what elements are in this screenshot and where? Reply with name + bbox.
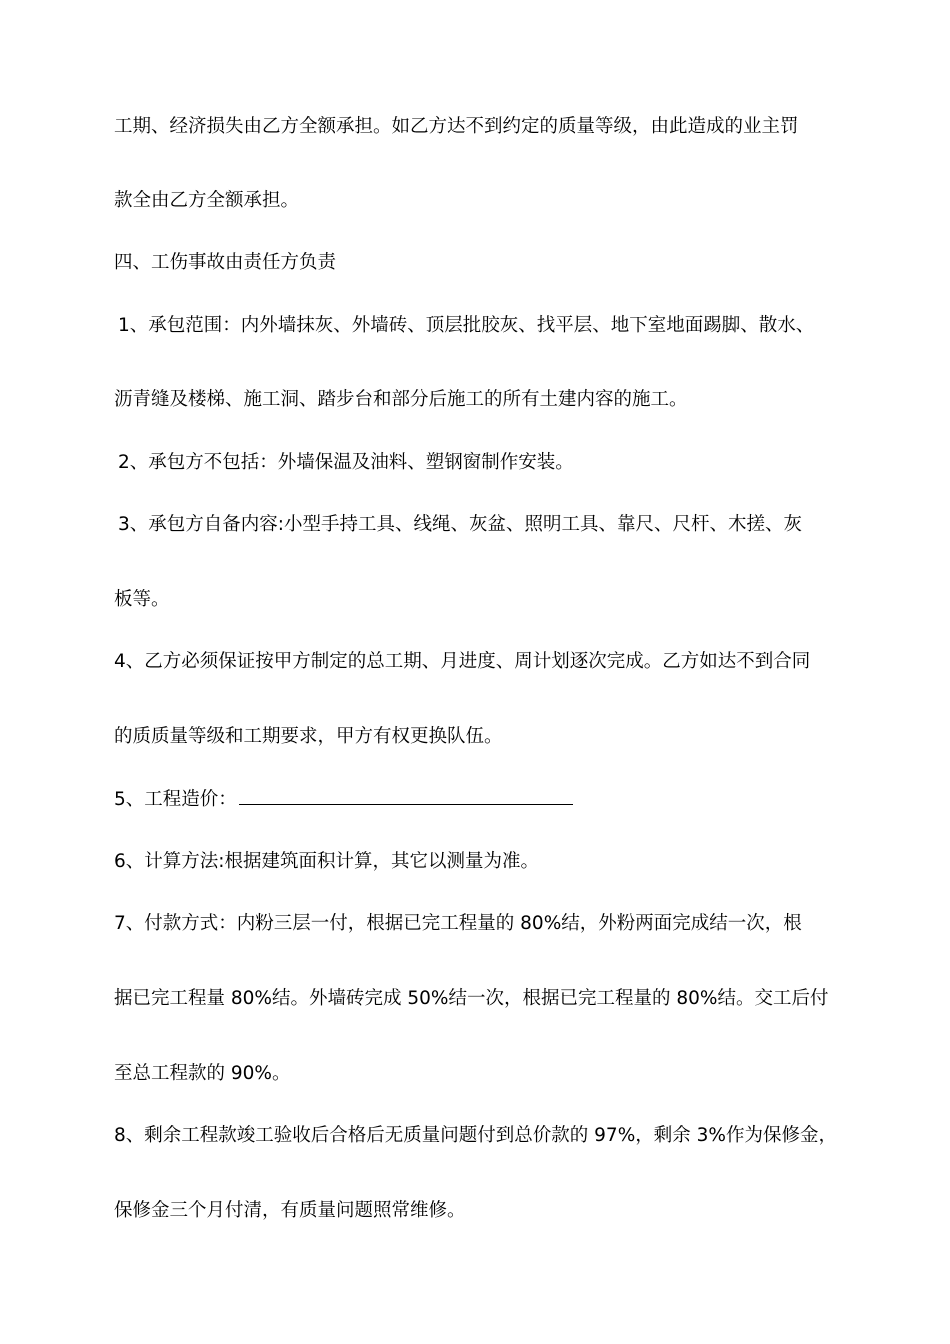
- price-line: [114, 786, 573, 813]
- paragraph-line: 板等。: [114, 589, 170, 610]
- paragraph-line: 1、承包范围：内外墙抹灰、外墙砖、顶层批胶灰、找平层、地下室地面踢脚、散水、: [118, 315, 815, 336]
- price-blank-underline: [239, 786, 573, 805]
- paragraph-line: 4、乙方必须保证按甲方制定的总工期、月进度、周计划逐次完成。乙方如达不到合同: [114, 651, 811, 672]
- paragraph-line: 工期、经济损失由乙方全额承担。如乙方达不到约定的质量等级，由此造成的业主罚: [114, 116, 799, 137]
- paragraph-line: 款全由乙方全额承担。: [114, 190, 300, 211]
- paragraph-line: 6、计算方法:根据建筑面积计算，其它以测量为准。: [114, 851, 540, 872]
- paragraph-line: 2、承包方不包括：外墙保温及油料、塑钢窗制作安装。: [118, 452, 574, 473]
- section-heading: 四、工伤事故由责任方负责: [114, 252, 337, 273]
- paragraph-line: 7、付款方式：内粉三层一付，根据已完工程量的 80%结，外粉两面完成结一次，根: [114, 913, 802, 934]
- paragraph-line: 据已完工程量 80%结。外墙砖完成 50%结一次，根据已完工程量的 80%结。交工后付: [114, 988, 829, 1009]
- paragraph-line: 8、剩余工程款竣工验收后合格后无质量问题付到总价款的 97%，剩余 3%作为保修金，: [114, 1125, 838, 1146]
- paragraph-line: 至总工程款的 90%。: [114, 1063, 291, 1084]
- paragraph-line: 保修金三个月付清，有质量问题照常维修。: [114, 1200, 466, 1221]
- paragraph-line: 的质质量等级和工期要求，甲方有权更换队伍。: [114, 726, 503, 747]
- price-label: 5、工程造价：: [114, 789, 237, 810]
- paragraph-line: 沥青缝及楼梯、施工洞、踏步台和部分后施工的所有土建内容的施工。: [114, 389, 688, 410]
- paragraph-line: 3、承包方自备内容:小型手持工具、线绳、灰盆、照明工具、靠尺、尺杆、木搓、灰: [118, 514, 803, 535]
